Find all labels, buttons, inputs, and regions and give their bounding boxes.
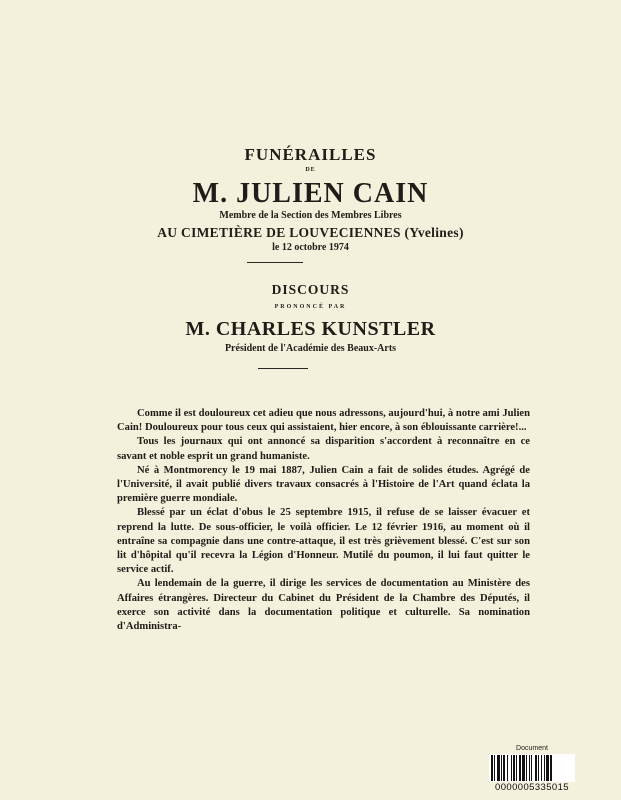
- deceased-name: M. JULIEN CAIN: [192, 178, 429, 209]
- barcode-icon: [489, 754, 575, 782]
- ceremony-date: le 12 octobre 1974: [272, 242, 349, 253]
- divider: [258, 368, 308, 369]
- stamp-label: Document: [516, 745, 548, 752]
- barcode-number: 0000005335015: [495, 782, 569, 793]
- paragraph: Au lendemain de la guerre, il dirige les services de documentation au Ministère des Affaires étrangères. Directeur du Cabinet du Président de la Chambre des Députés, il exerce son activité dans la documentation politique et culturelle. Sa nomination d'Administra-: [117, 578, 530, 633]
- paragraph: Blessé par un éclat d'obus le 25 septembre 1915, il refuse de se laisser évacuer et reprend la lutte. De sous-officier, le voilà officier. Le 12 février 1916, au moment où il entraîne sa compagnie dans une contre-attaque, il est très grièvement blessé. C'est sur son lit d'hôpital qu'il recevra la Légion d'Honneur. Mutilé du poumon, il lui faut quitter le service actif.: [117, 507, 530, 576]
- funeral-title: FUNÉRAILLES: [244, 145, 377, 164]
- speaker-role: Président de l'Académie des Beaux-Arts: [224, 343, 397, 354]
- speaker-name: M. CHARLES KUNSTLER: [185, 318, 436, 340]
- paragraph: Comme il est douloureux cet adieu que nous adressons, aujourd'hui, à notre ami Julien Cain! Douloureux pour tous ceux qui assistaient, hier encore, à son éblouissante carrière!...: [117, 408, 530, 434]
- paragraph: Tous les journaux qui ont annoncé sa disparition s'accordent à reconnaître en ce savant et noble esprit un grand humaniste.: [117, 436, 530, 462]
- speech-body: [117, 407, 530, 634]
- cemetery-place: AU CIMETIÈRE DE LOUVECIENNES (Yvelines): [157, 225, 464, 240]
- membership-line: Membre de la Section des Membres Libres: [219, 210, 402, 221]
- divider: [247, 262, 303, 263]
- speech-heading: DISCOURS: [271, 282, 350, 297]
- pronounced-by: PRONONCÉ PAR: [274, 304, 347, 310]
- preposition-de: DE: [305, 167, 316, 173]
- paragraph: Né à Montmorency le 19 mai 1887, Julien Cain a fait de solides études. Agrégé de l'Université, il avait publié divers travaux consacrés à l'Histoire de l'Art quand éclata la première guerre mondiale.: [117, 464, 530, 505]
- document-barcode-stamp: [487, 744, 577, 793]
